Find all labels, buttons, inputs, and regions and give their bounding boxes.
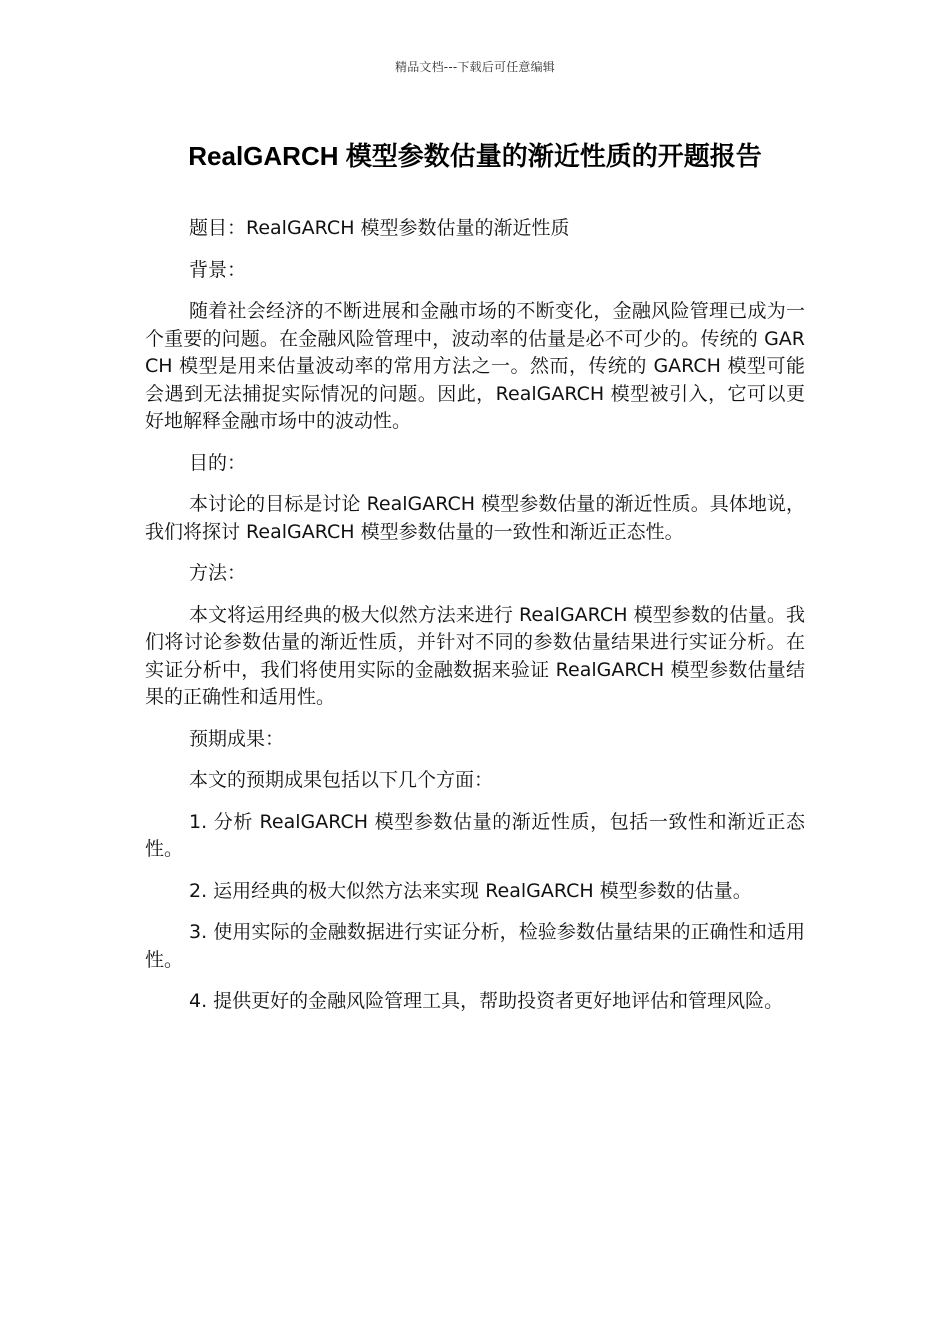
section-heading-expected-results: 预期成果：	[189, 727, 285, 750]
topic-line: 题目：RealGARCH 模型参数估量的渐近性质	[189, 217, 570, 239]
list-item: 1. 分析 RealGARCH 模型参数估量的渐近性质，包括一致性和渐近正态性。	[145, 810, 805, 860]
section-heading-purpose: 目的：	[189, 451, 247, 474]
header-note: 精品文档---下载后可任意编辑	[395, 60, 555, 74]
document-title: RealGARCH 模型参数估量的渐近性质的开题报告	[188, 141, 762, 171]
list-item: 3. 使用实际的金融数据进行实证分析，检验参数估量结果的正确性和适用性。	[145, 921, 805, 971]
list-item: 2. 运用经典的极大似然方法来实现 RealGARCH 模型参数的估量。	[189, 879, 752, 902]
section-heading-background: 背景：	[189, 258, 247, 281]
method-paragraph: 本文将运用经典的极大似然方法来进行 RealGARCH 模型参数的估量。我们将讨论参数估量的渐近性质，并针对不同的参数估量结果进行实证分析。在实证分析中，我们将使用实际的金融数据来验证 RealGARCH 模型参数估量结果的正确性和适用性。	[145, 603, 805, 708]
list-item: 4. 提供更好的金融风险管理工具，帮助投资者更好地评估和管理风险。	[189, 990, 784, 1012]
purpose-paragraph: 本讨论的目标是讨论 RealGARCH 模型参数估量的渐近性质。具体地说，我们将探讨 RealGARCH 模型参数估量的一致性和渐近正态性。	[145, 493, 805, 543]
document-body	[145, 215, 805, 1030]
section-heading-method: 方法：	[189, 562, 247, 584]
background-paragraph: 随着社会经济的不断进展和金融市场的不断变化，金融风险管理已成为一个重要的问题。在金融风险管理中，波动率的估量是必不可少的。传统的 GARCH 模型是用来估量波动率的常用方法之一。然而，传统的 GARCH 模型可能会遇到无法捕捉实际情况的问题。因此，RealGARCH 模型被引入，它可以更好地解释金融市场中的波动性。	[145, 300, 805, 432]
expected-results-intro: 本文的预期成果包括以下几个方面：	[189, 769, 494, 791]
